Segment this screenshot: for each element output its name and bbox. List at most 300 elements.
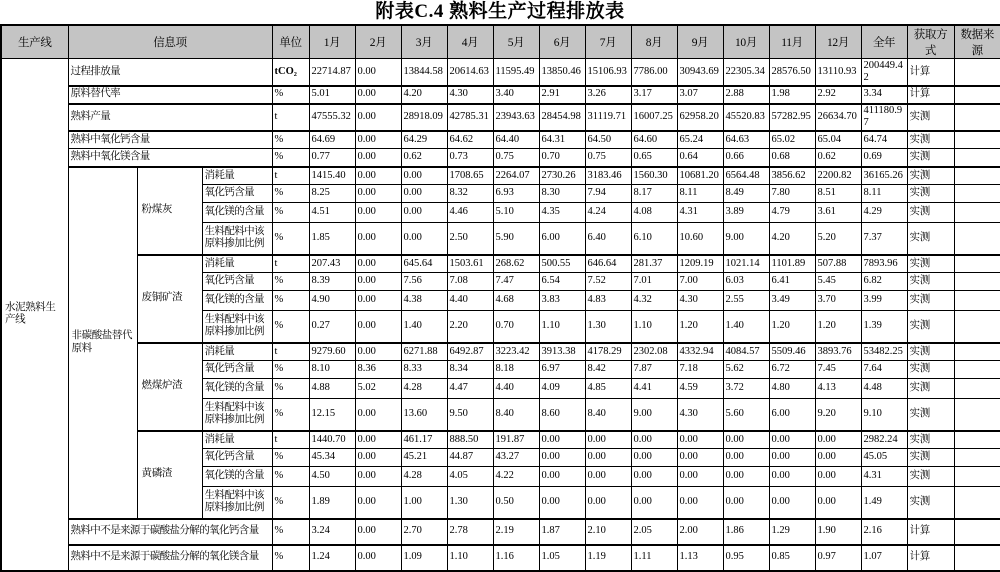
- month-value-cell: 9.00: [631, 399, 677, 431]
- header-month-10: 10月: [723, 25, 769, 59]
- annual-value-cell: 2.16: [861, 519, 907, 545]
- month-value-cell: 507.88: [815, 255, 861, 273]
- month-value-cell: 7.47: [493, 273, 539, 291]
- month-value-cell: 8.33: [401, 361, 447, 379]
- acquisition-method-cell: 实测: [907, 185, 954, 203]
- month-value-cell: 4.31: [677, 203, 723, 223]
- month-value-cell: 0.00: [355, 59, 401, 86]
- header-month-4: 4月: [447, 25, 493, 59]
- month-value-cell: 0.00: [355, 104, 401, 131]
- data-source-cell: [954, 467, 1000, 487]
- unit-cell: t: [272, 431, 309, 449]
- month-value-cell: 0.68: [769, 149, 815, 167]
- month-value-cell: 3.26: [585, 86, 631, 104]
- month-value-cell: 1.11: [631, 545, 677, 571]
- data-source-cell: [954, 203, 1000, 223]
- header-month-5: 5月: [493, 25, 539, 59]
- acquisition-method-cell: 实测: [907, 361, 954, 379]
- month-value-cell: 8.30: [539, 185, 585, 203]
- unit-cell: %: [272, 223, 309, 255]
- month-value-cell: 0.00: [723, 487, 769, 519]
- month-value-cell: 4.38: [401, 291, 447, 311]
- item-label-cell: 熟料产量: [68, 104, 272, 131]
- unit-cell: tCO₂: [272, 59, 309, 86]
- acquisition-method-cell: 实测: [907, 149, 954, 167]
- month-value-cell: 1.20: [815, 311, 861, 343]
- acquisition-method-cell: 计算: [907, 545, 954, 571]
- annual-value-cell: 45.05: [861, 449, 907, 467]
- month-value-cell: 3.40: [493, 86, 539, 104]
- month-value-cell: 0.65: [631, 149, 677, 167]
- month-value-cell: 0.00: [355, 273, 401, 291]
- month-value-cell: 62958.20: [677, 104, 723, 131]
- month-value-cell: 0.00: [355, 203, 401, 223]
- header-month-6: 6月: [539, 25, 585, 59]
- data-source-cell: [954, 86, 1000, 104]
- item-label-cell: 原料替代率: [68, 86, 272, 104]
- data-source-cell: [954, 343, 1000, 361]
- month-value-cell: 0.00: [585, 467, 631, 487]
- month-value-cell: 5.45: [815, 273, 861, 291]
- month-value-cell: 2200.82: [815, 167, 861, 185]
- month-value-cell: 9.00: [723, 223, 769, 255]
- header-data-source: 数据来源: [954, 25, 1000, 59]
- month-value-cell: 64.60: [631, 131, 677, 149]
- month-value-cell: 3.49: [769, 291, 815, 311]
- month-value-cell: 7.94: [585, 185, 631, 203]
- annual-value-cell: 3.99: [861, 291, 907, 311]
- month-value-cell: 0.70: [493, 311, 539, 343]
- annual-value-cell: 9.10: [861, 399, 907, 431]
- month-value-cell: 0.00: [355, 399, 401, 431]
- item-label-cell: 氧化钙含量: [202, 449, 272, 467]
- month-value-cell: 4.05: [447, 467, 493, 487]
- annual-value-cell: 4.48: [861, 379, 907, 399]
- data-source-cell: [954, 311, 1000, 343]
- data-source-cell: [954, 104, 1000, 131]
- acquisition-method-cell: 计算: [907, 86, 954, 104]
- month-value-cell: 8.18: [493, 361, 539, 379]
- annual-value-cell: 64.74: [861, 131, 907, 149]
- month-value-cell: 1.24: [309, 545, 355, 571]
- unit-cell: t: [272, 104, 309, 131]
- month-value-cell: 5.90: [493, 223, 539, 255]
- month-value-cell: 8.25: [309, 185, 355, 203]
- data-source-cell: [954, 519, 1000, 545]
- month-value-cell: 6.54: [539, 273, 585, 291]
- month-value-cell: 5509.46: [769, 343, 815, 361]
- month-value-cell: 10681.20: [677, 167, 723, 185]
- month-value-cell: 13110.93: [815, 59, 861, 86]
- month-value-cell: 888.50: [447, 431, 493, 449]
- table-row: [1, 545, 1000, 571]
- unit-cell: %: [272, 291, 309, 311]
- month-value-cell: 0.97: [815, 545, 861, 571]
- month-value-cell: 2264.07: [493, 167, 539, 185]
- month-value-cell: 1.29: [769, 519, 815, 545]
- header-month-7: 7月: [585, 25, 631, 59]
- month-value-cell: 1415.40: [309, 167, 355, 185]
- month-value-cell: 0.73: [447, 149, 493, 167]
- table-row: [1, 131, 1000, 149]
- month-value-cell: 4.59: [677, 379, 723, 399]
- month-value-cell: 1503.61: [447, 255, 493, 273]
- month-value-cell: 1021.14: [723, 255, 769, 273]
- annual-value-cell: 7893.96: [861, 255, 907, 273]
- month-value-cell: 6271.88: [401, 343, 447, 361]
- month-value-cell: 0.00: [355, 487, 401, 519]
- header-month-3: 3月: [401, 25, 447, 59]
- unit-cell: t: [272, 167, 309, 185]
- month-value-cell: 4.90: [309, 291, 355, 311]
- month-value-cell: 28576.50: [769, 59, 815, 86]
- month-value-cell: 42785.31: [447, 104, 493, 131]
- month-value-cell: 2.19: [493, 519, 539, 545]
- month-value-cell: 0.00: [401, 167, 447, 185]
- table-row: [1, 255, 1000, 273]
- month-value-cell: 0.00: [355, 311, 401, 343]
- table-row: [1, 343, 1000, 361]
- month-value-cell: 13.60: [401, 399, 447, 431]
- month-value-cell: 0.77: [309, 149, 355, 167]
- month-value-cell: 4.40: [493, 379, 539, 399]
- month-value-cell: 0.00: [401, 185, 447, 203]
- month-value-cell: 44.87: [447, 449, 493, 467]
- month-value-cell: 64.63: [723, 131, 769, 149]
- month-value-cell: 0.00: [631, 449, 677, 467]
- acquisition-method-cell: 实测: [907, 379, 954, 399]
- month-value-cell: 0.00: [631, 487, 677, 519]
- month-value-cell: 0.00: [355, 449, 401, 467]
- month-value-cell: 5.62: [723, 361, 769, 379]
- month-value-cell: 0.00: [539, 487, 585, 519]
- month-value-cell: 0.00: [355, 343, 401, 361]
- month-value-cell: 57282.95: [769, 104, 815, 131]
- month-value-cell: 1.19: [585, 545, 631, 571]
- month-value-cell: 5.10: [493, 203, 539, 223]
- month-value-cell: 1.89: [309, 487, 355, 519]
- unit-cell: %: [272, 311, 309, 343]
- month-value-cell: 2.78: [447, 519, 493, 545]
- month-value-cell: 0.00: [355, 519, 401, 545]
- month-value-cell: 11595.49: [493, 59, 539, 86]
- month-value-cell: 64.62: [447, 131, 493, 149]
- item-label-cell: 消耗量: [202, 255, 272, 273]
- unit-cell: t: [272, 343, 309, 361]
- month-value-cell: 3893.76: [815, 343, 861, 361]
- month-value-cell: 23943.63: [493, 104, 539, 131]
- month-value-cell: 4.51: [309, 203, 355, 223]
- month-value-cell: 16007.25: [631, 104, 677, 131]
- annual-value-cell: 1.49: [861, 487, 907, 519]
- item-label-cell: 消耗量: [202, 167, 272, 185]
- month-value-cell: 0.00: [355, 467, 401, 487]
- month-value-cell: 0.00: [539, 449, 585, 467]
- month-value-cell: 4.32: [631, 291, 677, 311]
- acquisition-method-cell: 计算: [907, 59, 954, 86]
- month-value-cell: 6.72: [769, 361, 815, 379]
- month-value-cell: 0.00: [815, 467, 861, 487]
- data-source-cell: [954, 431, 1000, 449]
- month-value-cell: 0.00: [585, 487, 631, 519]
- month-value-cell: 0.00: [723, 467, 769, 487]
- month-value-cell: 461.17: [401, 431, 447, 449]
- month-value-cell: 4.08: [631, 203, 677, 223]
- data-source-cell: [954, 379, 1000, 399]
- month-value-cell: 65.24: [677, 131, 723, 149]
- month-value-cell: 1.10: [631, 311, 677, 343]
- annual-value-cell: 7.64: [861, 361, 907, 379]
- month-value-cell: 4.35: [539, 203, 585, 223]
- annual-value-cell: 1.39: [861, 311, 907, 343]
- month-value-cell: 2.55: [723, 291, 769, 311]
- month-value-cell: 0.00: [631, 431, 677, 449]
- month-value-cell: 8.11: [677, 185, 723, 203]
- acquisition-method-cell: 实测: [907, 203, 954, 223]
- month-value-cell: 0.00: [815, 487, 861, 519]
- month-value-cell: 8.40: [585, 399, 631, 431]
- month-value-cell: 2302.08: [631, 343, 677, 361]
- acquisition-method-cell: 实测: [907, 431, 954, 449]
- month-value-cell: 1.87: [539, 519, 585, 545]
- item-label-cell: 消耗量: [202, 431, 272, 449]
- unit-cell: %: [272, 361, 309, 379]
- month-value-cell: 0.00: [355, 86, 401, 104]
- acquisition-method-cell: 实测: [907, 343, 954, 361]
- unit-cell: %: [272, 185, 309, 203]
- month-value-cell: 2.91: [539, 86, 585, 104]
- month-value-cell: 5.20: [815, 223, 861, 255]
- acquisition-method-cell: 实测: [907, 131, 954, 149]
- table-body: [1, 59, 1000, 571]
- month-value-cell: 0.00: [355, 223, 401, 255]
- data-source-cell: [954, 185, 1000, 203]
- annual-value-cell: 3.34: [861, 86, 907, 104]
- data-source-cell: [954, 545, 1000, 571]
- month-value-cell: 0.75: [585, 149, 631, 167]
- month-value-cell: 3223.42: [493, 343, 539, 361]
- acquisition-method-cell: 实测: [907, 467, 954, 487]
- item-label-cell: 生料配料中该原料掺加比例: [202, 487, 272, 519]
- month-value-cell: 1.10: [447, 545, 493, 571]
- month-value-cell: 0.00: [677, 467, 723, 487]
- material-cell: 废铜矿渣: [137, 255, 202, 343]
- month-value-cell: 4.30: [677, 399, 723, 431]
- month-value-cell: 8.32: [447, 185, 493, 203]
- month-value-cell: 4.30: [447, 86, 493, 104]
- month-value-cell: 8.60: [539, 399, 585, 431]
- month-value-cell: 6.10: [631, 223, 677, 255]
- month-value-cell: 0.00: [355, 149, 401, 167]
- header-unit: 单位: [272, 25, 309, 59]
- month-value-cell: 268.62: [493, 255, 539, 273]
- month-value-cell: 0.27: [309, 311, 355, 343]
- month-value-cell: 8.10: [309, 361, 355, 379]
- month-value-cell: 7.00: [677, 273, 723, 291]
- data-source-cell: [954, 131, 1000, 149]
- month-value-cell: 0.00: [677, 431, 723, 449]
- item-label-cell: 氧化镁的含量: [202, 291, 272, 311]
- month-value-cell: 4.79: [769, 203, 815, 223]
- month-value-cell: 8.49: [723, 185, 769, 203]
- month-value-cell: 4.83: [585, 291, 631, 311]
- table-row: [1, 519, 1000, 545]
- month-value-cell: 9.50: [447, 399, 493, 431]
- month-value-cell: 0.00: [769, 431, 815, 449]
- month-value-cell: 4.50: [309, 467, 355, 487]
- table-header-row: [1, 25, 1000, 59]
- month-value-cell: 1101.89: [769, 255, 815, 273]
- month-value-cell: 0.00: [401, 203, 447, 223]
- annual-value-cell: 411180.97: [861, 104, 907, 131]
- annual-value-cell: 2982.24: [861, 431, 907, 449]
- month-value-cell: 1.20: [769, 311, 815, 343]
- month-value-cell: 45520.83: [723, 104, 769, 131]
- table-row: [1, 149, 1000, 167]
- month-value-cell: 6.00: [539, 223, 585, 255]
- month-value-cell: 7.45: [815, 361, 861, 379]
- unit-cell: %: [272, 449, 309, 467]
- month-value-cell: 13850.46: [539, 59, 585, 86]
- month-value-cell: 4.22: [493, 467, 539, 487]
- month-value-cell: 1.30: [585, 311, 631, 343]
- month-value-cell: 8.51: [815, 185, 861, 203]
- month-value-cell: 1708.65: [447, 167, 493, 185]
- item-label-cell: 熟料中不是来源于碳酸盐分解的氧化钙含量: [68, 519, 272, 545]
- month-value-cell: 30943.69: [677, 59, 723, 86]
- month-value-cell: 5.60: [723, 399, 769, 431]
- acquisition-method-cell: 计算: [907, 519, 954, 545]
- material-cell: 粉煤灰: [137, 167, 202, 255]
- month-value-cell: 4178.29: [585, 343, 631, 361]
- month-value-cell: 7.01: [631, 273, 677, 291]
- month-value-cell: 0.00: [355, 255, 401, 273]
- month-value-cell: 4.88: [309, 379, 355, 399]
- month-value-cell: 3856.62: [769, 167, 815, 185]
- month-value-cell: 64.50: [585, 131, 631, 149]
- month-value-cell: 4.20: [769, 223, 815, 255]
- month-value-cell: 0.70: [539, 149, 585, 167]
- item-label-cell: 氧化镁的含量: [202, 467, 272, 487]
- page-title: 附表C.4 熟料生产过程排放表: [375, 1, 625, 22]
- month-value-cell: 6.40: [585, 223, 631, 255]
- month-value-cell: 4.24: [585, 203, 631, 223]
- month-value-cell: 22714.87: [309, 59, 355, 86]
- month-value-cell: 4.46: [447, 203, 493, 223]
- month-value-cell: 0.00: [401, 223, 447, 255]
- annual-value-cell: 8.11: [861, 185, 907, 203]
- month-value-cell: 4.85: [585, 379, 631, 399]
- month-value-cell: 7.56: [401, 273, 447, 291]
- month-value-cell: 8.40: [493, 399, 539, 431]
- acquisition-method-cell: 实测: [907, 104, 954, 131]
- table-row: [1, 86, 1000, 104]
- data-source-cell: [954, 449, 1000, 467]
- month-value-cell: 0.00: [585, 431, 631, 449]
- month-value-cell: 8.36: [355, 361, 401, 379]
- month-value-cell: 1.40: [723, 311, 769, 343]
- month-value-cell: 20614.63: [447, 59, 493, 86]
- group-cell: 非碳酸盐替代原料: [68, 167, 137, 519]
- month-value-cell: 22305.34: [723, 59, 769, 86]
- month-value-cell: 65.04: [815, 131, 861, 149]
- unit-cell: %: [272, 487, 309, 519]
- acquisition-method-cell: 实测: [907, 399, 954, 431]
- month-value-cell: 0.62: [815, 149, 861, 167]
- table-row: [1, 431, 1000, 449]
- month-value-cell: 7786.00: [631, 59, 677, 86]
- month-value-cell: 31119.71: [585, 104, 631, 131]
- month-value-cell: 207.43: [309, 255, 355, 273]
- month-value-cell: 1209.19: [677, 255, 723, 273]
- month-value-cell: 0.00: [355, 545, 401, 571]
- material-cell: 燃煤炉渣: [137, 343, 202, 431]
- month-value-cell: 191.87: [493, 431, 539, 449]
- month-value-cell: 4.47: [447, 379, 493, 399]
- month-value-cell: 5.02: [355, 379, 401, 399]
- table-row: [1, 59, 1000, 86]
- item-label-cell: 生料配料中该原料掺加比例: [202, 223, 272, 255]
- month-value-cell: 7.80: [769, 185, 815, 203]
- month-value-cell: 64.31: [539, 131, 585, 149]
- production-line-cell: 水泥熟料生产线: [1, 59, 68, 571]
- month-value-cell: 6.41: [769, 273, 815, 291]
- acquisition-method-cell: 实测: [907, 311, 954, 343]
- month-value-cell: 4.20: [401, 86, 447, 104]
- month-value-cell: 9279.60: [309, 343, 355, 361]
- month-value-cell: 4.28: [401, 379, 447, 399]
- item-label-cell: 熟料中不是来源于碳酸盐分解的氧化镁含量: [68, 545, 272, 571]
- month-value-cell: 3.89: [723, 203, 769, 223]
- month-value-cell: 0.00: [815, 449, 861, 467]
- data-source-cell: [954, 399, 1000, 431]
- month-value-cell: 13844.58: [401, 59, 447, 86]
- month-value-cell: 2730.26: [539, 167, 585, 185]
- month-value-cell: 0.00: [677, 449, 723, 467]
- month-value-cell: 6492.87: [447, 343, 493, 361]
- month-value-cell: 3.83: [539, 291, 585, 311]
- month-value-cell: 0.00: [585, 449, 631, 467]
- month-value-cell: 2.10: [585, 519, 631, 545]
- month-value-cell: 4.40: [447, 291, 493, 311]
- month-value-cell: 2.50: [447, 223, 493, 255]
- item-label-cell: 氧化钙含量: [202, 273, 272, 291]
- month-value-cell: 7.08: [447, 273, 493, 291]
- annual-value-cell: 36165.26: [861, 167, 907, 185]
- month-value-cell: 0.00: [355, 131, 401, 149]
- annual-value-cell: 200449.42: [861, 59, 907, 86]
- annual-value-cell: 4.31: [861, 467, 907, 487]
- header-acquisition-method: 获取方式: [907, 25, 954, 59]
- item-label-cell: 氧化钙含量: [202, 361, 272, 379]
- month-value-cell: 4.28: [401, 467, 447, 487]
- month-value-cell: 7.52: [585, 273, 631, 291]
- month-value-cell: 1.20: [677, 311, 723, 343]
- month-value-cell: 2.05: [631, 519, 677, 545]
- month-value-cell: 4.41: [631, 379, 677, 399]
- month-value-cell: 1440.70: [309, 431, 355, 449]
- month-value-cell: 8.39: [309, 273, 355, 291]
- month-value-cell: 10.60: [677, 223, 723, 255]
- month-value-cell: 5.01: [309, 86, 355, 104]
- month-value-cell: 43.27: [493, 449, 539, 467]
- month-value-cell: 6.93: [493, 185, 539, 203]
- month-value-cell: 500.55: [539, 255, 585, 273]
- month-value-cell: 3183.46: [585, 167, 631, 185]
- month-value-cell: 4.13: [815, 379, 861, 399]
- month-value-cell: 1.05: [539, 545, 585, 571]
- annual-value-cell: 53482.25: [861, 343, 907, 361]
